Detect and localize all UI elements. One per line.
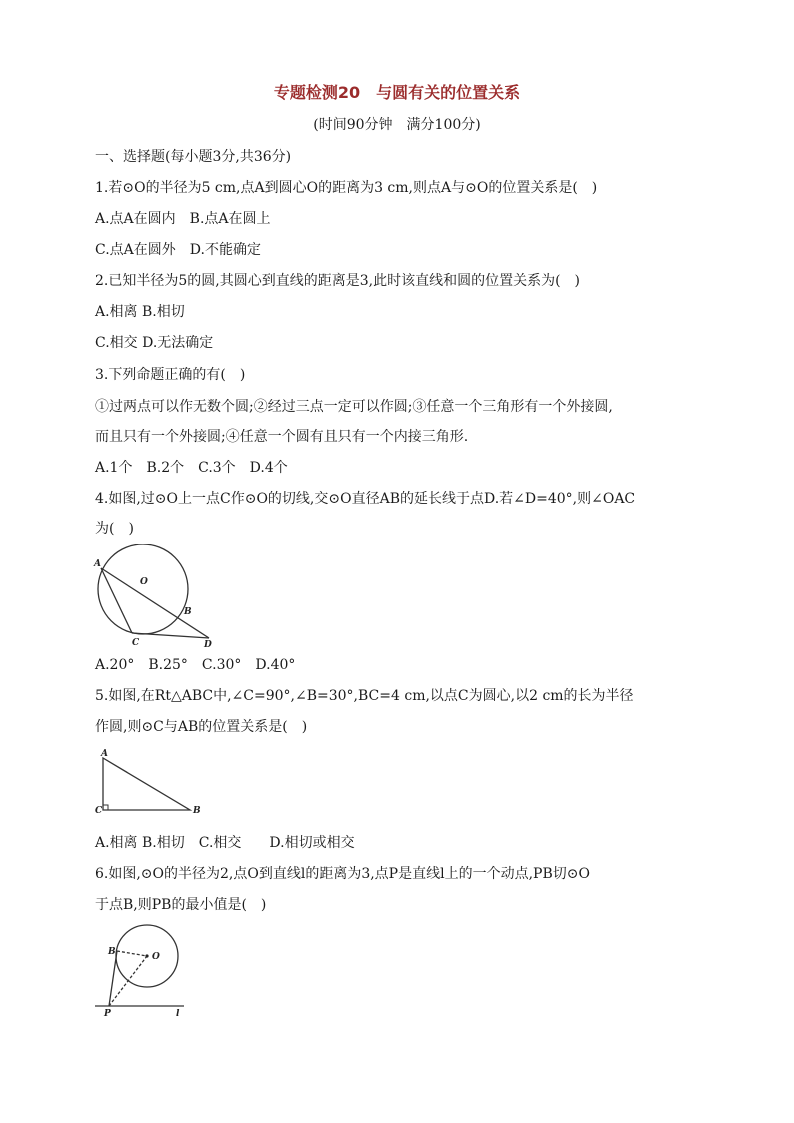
question-3-stem: 3.下列命题正确的有( ) — [95, 367, 246, 383]
label-l: l — [176, 1009, 180, 1019]
question-6-stem-line-2: 于点B,则PB的最小值是( ) — [95, 897, 267, 913]
label-a: A — [101, 749, 108, 759]
label-p: P — [104, 1009, 111, 1019]
question-5-figure — [92, 746, 208, 818]
question-1-stem: 1.若⊙O的半径为5 cm,点A到圆心O的距离为3 cm,则点A与⊙O的位置关系是( ) — [95, 180, 598, 196]
question-5-stem-line-1: 5.如图,在Rt△ABC中,∠C=90°,∠B=30°,BC=4 cm,以点C为圆心,以2 cm的长为半径 — [95, 688, 634, 704]
question-5-stem-line-2: 作圆,则⊙C与AB的位置关系是( ) — [95, 719, 308, 735]
label-b: B — [193, 806, 201, 816]
question-6-figure — [92, 920, 202, 1020]
label-c: C — [132, 638, 140, 648]
page-title: 专题检测20 与圆有关的位置关系 — [273, 83, 521, 102]
question-6-stem-line-1: 6.如图,⊙O的半径为2,点O到直线l的距离为3,点P是直线l上的一个动点,PB切⊙O — [95, 866, 590, 882]
line-ob — [117, 951, 147, 956]
label-o: O — [152, 952, 160, 962]
label-b: B — [184, 607, 192, 617]
center-point-o — [145, 954, 148, 957]
question-3-options: A.1个 B.2个 C.3个 D.4个 — [95, 460, 288, 476]
section-heading: 一、选择题(每小题3分,共36分) — [95, 149, 292, 165]
question-4-stem-line-2: 为( ) — [95, 521, 134, 537]
question-4-figure — [92, 544, 222, 650]
question-3-body-line-1: ①过两点可以作无数个圆;②经过三点一定可以作圆;③任意一个三角形有一个外接圆, — [95, 399, 613, 415]
right-angle-mark — [103, 805, 108, 810]
question-4-stem-line-1: 4.如图,过⊙O上一点C作⊙O的切线,交⊙O直径AB的延长线于点D.若∠D=40°,则∠OAC — [95, 491, 636, 507]
question-1-options-row-2: C.点A在圆外 D.不能确定 — [95, 242, 261, 258]
question-2-stem: 2.已知半径为5的圆,其圆心到直线的距离是3,此时该直线和圆的位置关系为( ) — [95, 273, 580, 289]
label-c: C — [95, 806, 103, 816]
question-5-options: A.相离 B.相切 C.相交 D.相切或相交 — [95, 835, 355, 851]
label-a: A — [94, 559, 101, 569]
page-subtitle: (时间90分钟 满分100分) — [313, 117, 481, 133]
question-2-options-row-2: C.相交 D.无法确定 — [95, 335, 214, 351]
label-b: B — [108, 947, 116, 957]
triangle-abc — [103, 758, 190, 810]
line-cd — [132, 633, 209, 638]
label-o: O — [140, 577, 148, 587]
question-4-options: A.20° B.25° C.30° D.40° — [95, 657, 296, 673]
question-1-options-row-1: A.点A在圆内 B.点A在圆上 — [95, 211, 271, 227]
question-3-body-line-2: 而且只有一个外接圆;④任意一个圆有且只有一个内接三角形. — [95, 429, 469, 445]
label-d: D — [204, 640, 212, 650]
question-2-options-row-1: A.相离 B.相切 — [95, 304, 185, 320]
